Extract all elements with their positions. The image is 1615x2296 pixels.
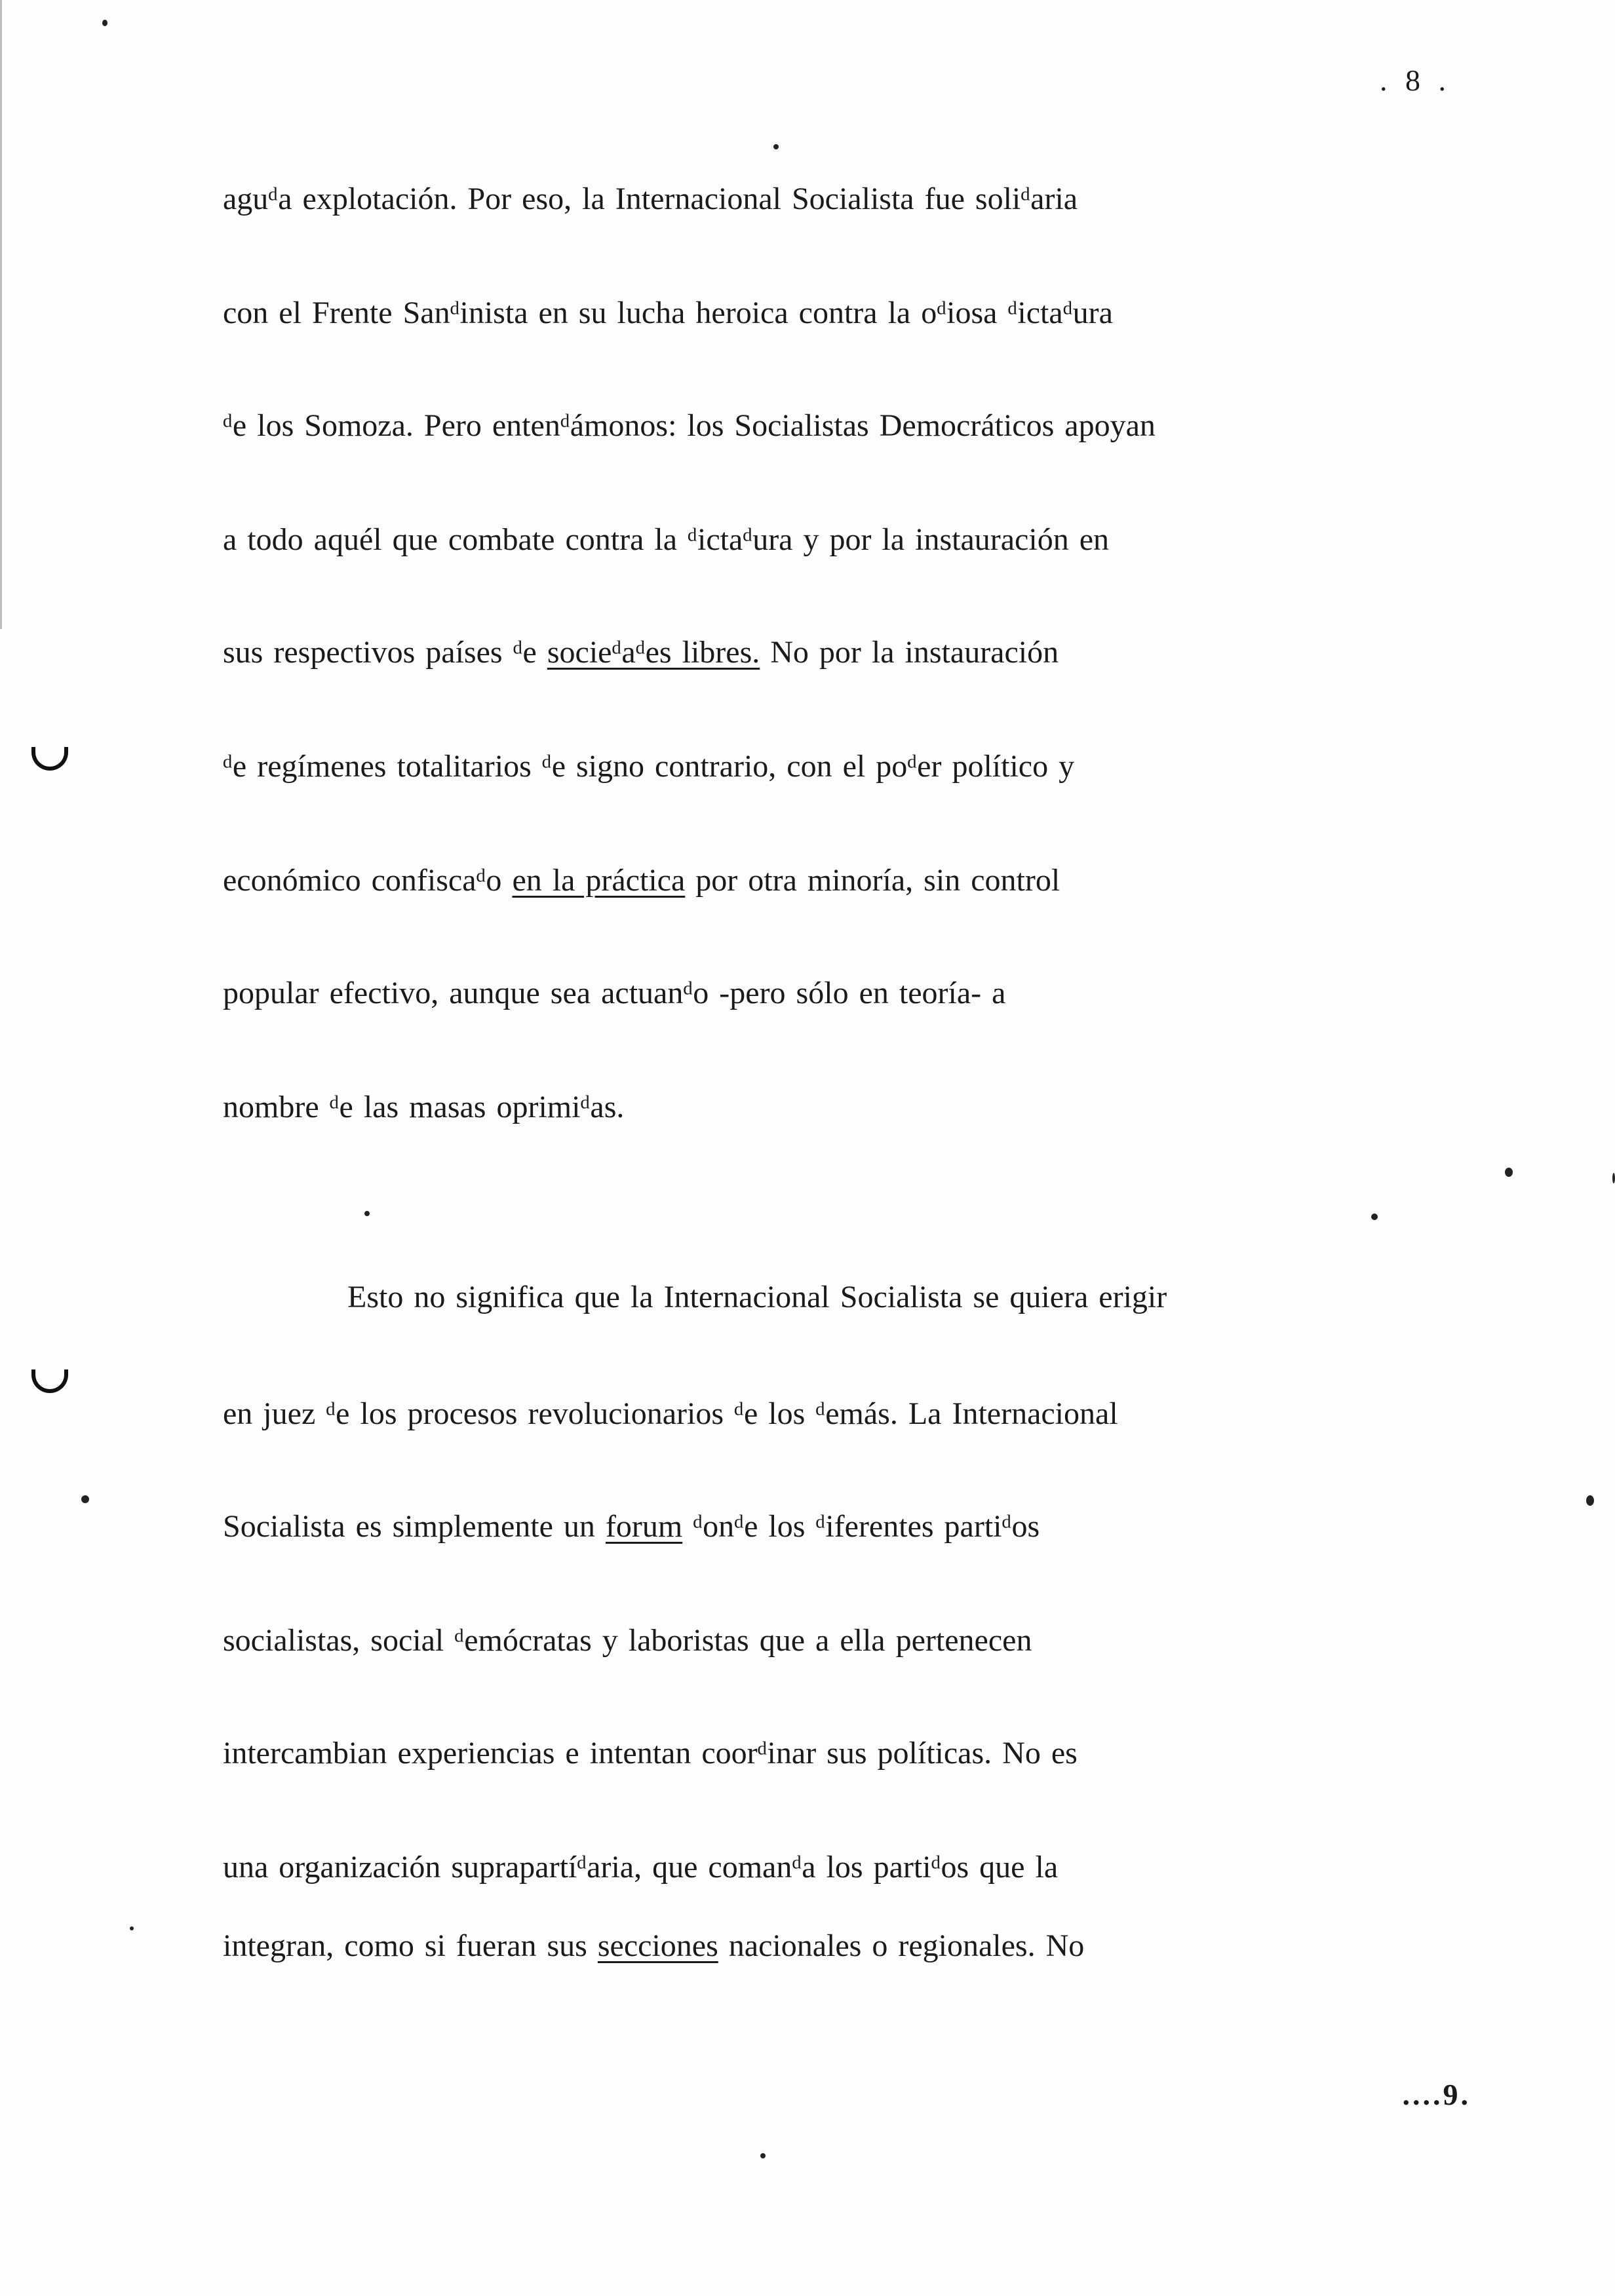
underlined-phrase: secciones	[597, 1928, 718, 1963]
page-number: . 8 .	[1380, 64, 1451, 97]
line-text: ᵈonᵈe los ᵈiferentes partiᵈos	[682, 1509, 1040, 1544]
paragraph-2-line-6: una organización suprapartíᵈaria, que comanᵈa los partiᵈos que la	[223, 1850, 1059, 1885]
paragraph-1-line-1: aguᵈa explotación. Por eso, la Internacional Socialista fue soliᵈaria	[223, 182, 1078, 216]
paragraph-2-line-2: en juez ᵈe los procesos revolucionarios ᵈe los ᵈemás. La Internacional	[223, 1396, 1118, 1431]
line-text: No por la instauración	[760, 635, 1059, 670]
line-text: integran, como si fueran sus	[223, 1928, 598, 1963]
scan-speck	[102, 20, 107, 26]
paragraph-1-line-3: ᵈe los Somoza. Pero entenᵈámonos: los Socialistas Democráticos apoyan	[223, 408, 1156, 443]
paragraph-2-line-3	[223, 1508, 1040, 1545]
paragraph-2-line-4: socialistas, social ᵈemócratas y laboristas que a ella pertenecen	[223, 1623, 1032, 1658]
paragraph-1-line-6: ᵈe regímenes totalitarios ᵈe signo contrario, con el poᵈer político y	[223, 749, 1075, 784]
scan-speck	[1371, 1214, 1378, 1220]
scan-speck	[760, 2153, 766, 2158]
scan-speck	[1612, 1173, 1615, 1183]
scan-speck	[130, 1926, 134, 1930]
punch-hole-mark	[31, 1369, 68, 1393]
line-text: nacionales o regionales. No	[718, 1928, 1085, 1963]
continuation-marker: ....9.	[1402, 2078, 1471, 2111]
scan-speck	[773, 144, 779, 149]
paragraph-2-line-7	[223, 1928, 1084, 1964]
underlined-phrase: forum	[605, 1509, 683, 1544]
underlined-phrase: socieᵈaᵈes libres.	[547, 635, 760, 670]
paragraph-1-line-5	[223, 634, 1059, 671]
underlined-phrase: en la práctica	[512, 863, 686, 898]
scan-edge-shadow	[0, 0, 2, 629]
line-text: sus respectivos países ᵈe	[223, 635, 547, 670]
scan-speck	[364, 1211, 370, 1216]
paragraph-1-line-9: nombre ᵈe las masas oprimiᵈas.	[223, 1090, 625, 1124]
scan-speck	[1586, 1495, 1594, 1506]
paragraph-1-line-4: a todo aquél que combate contra la ᵈictaᵈura y por la instauración en	[223, 522, 1109, 557]
paragraph-1-line-7	[223, 862, 1060, 899]
line-text: Socialista es simplemente un	[223, 1509, 606, 1544]
scan-speck	[81, 1495, 89, 1503]
line-text: económico confiscaᵈo	[223, 863, 513, 898]
paragraph-2-line-5: intercambian experiencias e intentan coorᵈinar sus políticas. No es	[223, 1736, 1078, 1770]
paragraph-1-line-2: con el Frente Sanᵈinista en su lucha heroica contra la oᵈiosa ᵈictaᵈura	[223, 296, 1113, 330]
paragraph-2-line-1: Esto no significa que la Internacional Socialista se quiera erigir	[347, 1280, 1167, 1314]
scan-speck	[1505, 1168, 1513, 1177]
punch-hole-mark	[31, 747, 68, 771]
line-text: por otra minoría, sin control	[685, 863, 1060, 898]
paragraph-1-line-8: popular efectivo, aunque sea actuanᵈo -pero sólo en teoría- a	[223, 976, 1006, 1010]
